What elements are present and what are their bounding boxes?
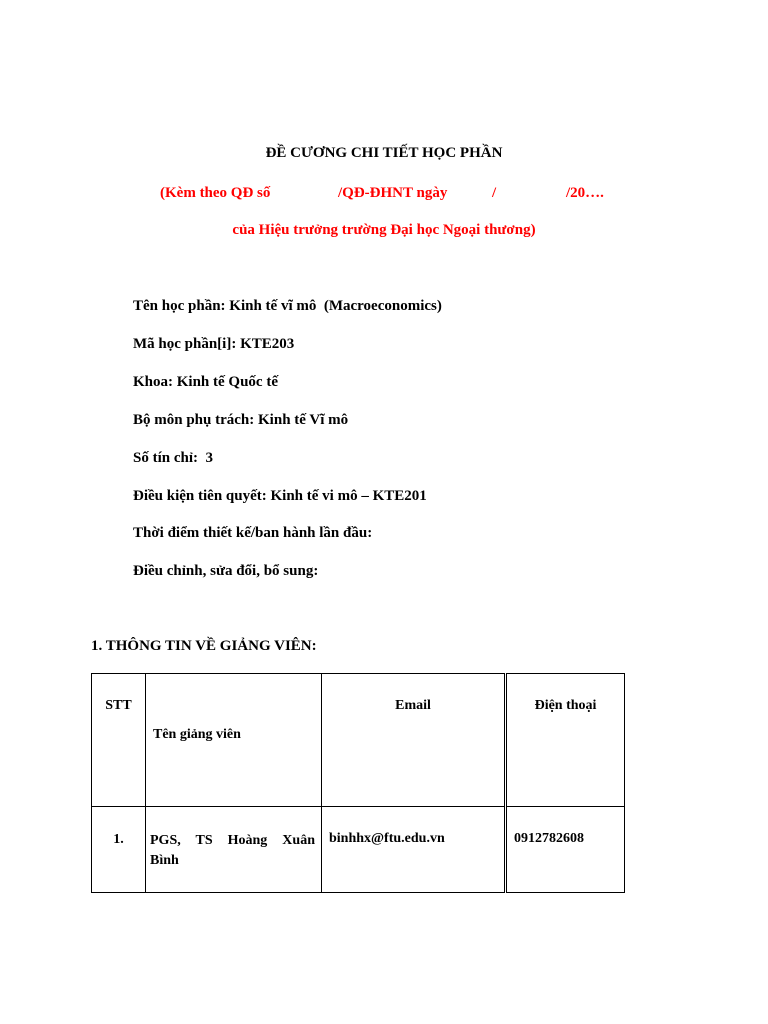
lecturer-name-line2: Bình — [150, 853, 179, 868]
row-lecturer-name — [146, 807, 322, 893]
table-row — [92, 807, 625, 893]
header-stt: STT — [92, 674, 146, 807]
lecturer-table — [91, 673, 625, 893]
lecturer-name-line1: PGS, TS Hoàng Xuân — [150, 833, 315, 848]
section-lecturer-heading: 1. THÔNG TIN VỀ GIẢNG VIÊN: — [91, 638, 317, 654]
info-faculty: Khoa: Kinh tế Quốc tế — [133, 374, 278, 390]
row-stt: 1. — [92, 807, 146, 893]
decision-issuer: của Hiệu trưởng trường Đại học Ngoại thương) — [232, 222, 536, 238]
info-course-code: Mã học phần[i]: KTE203 — [133, 336, 295, 352]
decision-date-separator: / — [492, 185, 497, 201]
table-header-row — [92, 674, 625, 807]
header-phone: Điện thoại — [506, 674, 625, 807]
info-department: Bộ môn phụ trách: Kinh tế Vĩ mô — [133, 412, 349, 428]
header-email: Email — [322, 674, 506, 807]
info-prerequisite: Điều kiện tiên quyết: Kinh tế vi mô – KTE201 — [133, 488, 427, 504]
row-phone: 0912782608 — [506, 807, 625, 893]
info-course-name: Tên học phần: Kinh tế vĩ mô (Macroeconomics) — [133, 298, 442, 314]
info-revisions: Điều chỉnh, sửa đổi, bổ sung: — [133, 563, 319, 579]
header-lecturer-name: Tên giảng viên — [146, 674, 322, 807]
decision-ref-code: /QĐ-ĐHNT ngày — [338, 185, 448, 201]
info-first-issued: Thời điểm thiết kế/ban hành lần đầu: — [133, 525, 373, 541]
decision-ref-prefix: (Kèm theo QĐ số — [160, 185, 271, 201]
document-title: ĐỀ CƯƠNG CHI TIẾT HỌC PHẦN — [265, 145, 503, 161]
row-email: binhhx@ftu.edu.vn — [322, 807, 506, 893]
decision-date-year: /20…. — [566, 185, 604, 201]
info-credits: Số tín chỉ: 3 — [133, 450, 214, 466]
